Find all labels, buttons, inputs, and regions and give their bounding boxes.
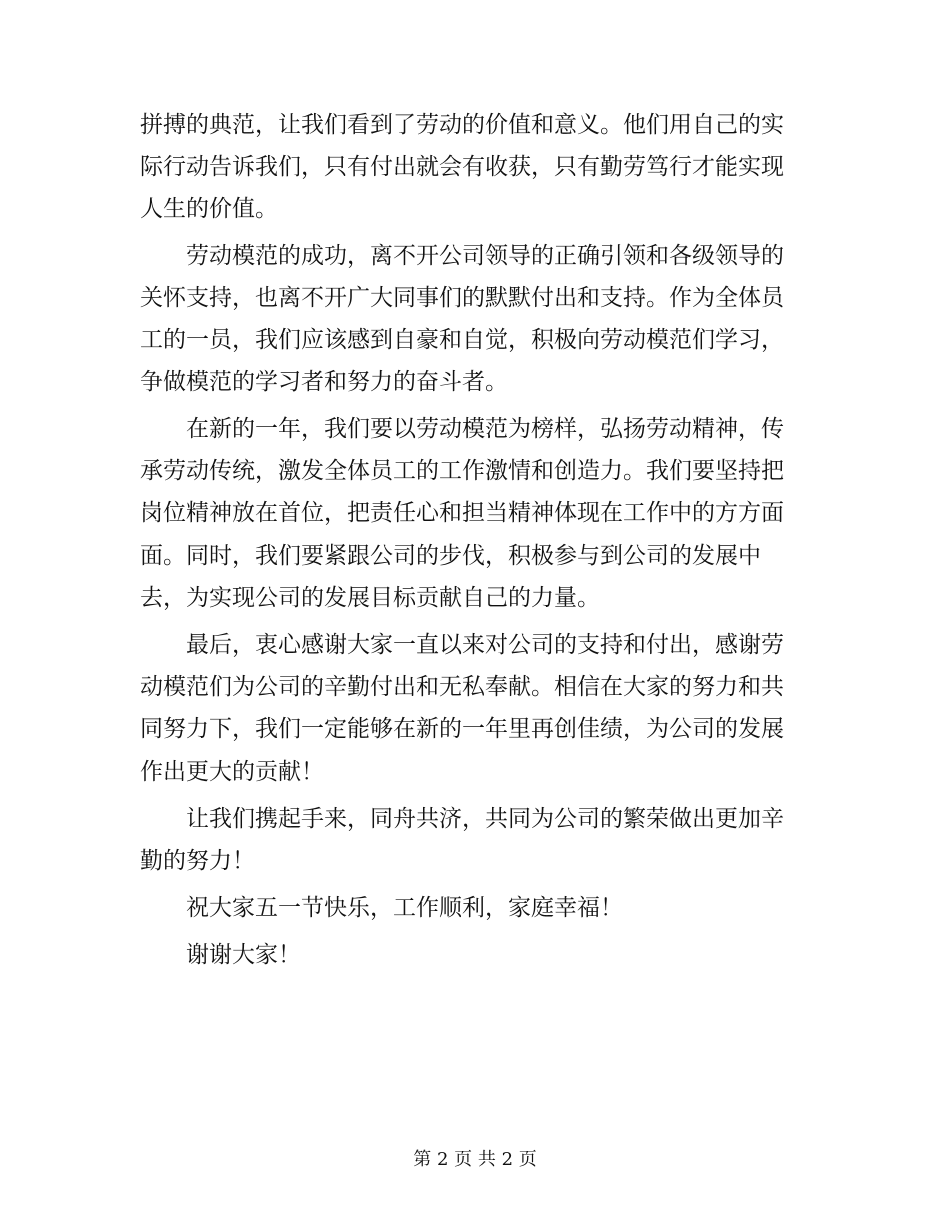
text-line: 拼搏的典范，让我们看到了劳动的价值和意义。他们用自己的实 bbox=[140, 112, 784, 138]
text-line: 动模范们为公司的辛勤付出和无私奉献。相信在大家的努力和共 bbox=[140, 674, 784, 700]
text-line: 关怀支持，也离不开广大同事们的默默付出和支持。作为全体员 bbox=[140, 285, 784, 311]
text-line: 际行动告诉我们，只有付出就会有收获，只有勤劳笃行才能实现 bbox=[140, 154, 784, 180]
text-line: 祝大家五一节快乐，工作顺利，家庭幸福！ bbox=[186, 895, 623, 921]
text-line: 谢谢大家！ bbox=[186, 942, 301, 968]
text-line: 工的一员，我们应该感到自豪和自觉，积极向劳动模范们学习， bbox=[140, 327, 784, 353]
text-line: 去，为实现公司的发展目标贡献自己的力量。 bbox=[140, 585, 600, 611]
text-line: 人生的价值。 bbox=[140, 196, 278, 222]
text-line: 岗位精神放在首位，把责任心和担当精神体现在工作中的方方面 bbox=[140, 500, 784, 526]
text-line: 勤的努力！ bbox=[140, 848, 255, 874]
text-line: 争做模范的学习者和努力的奋斗者。 bbox=[140, 369, 508, 395]
text-line: 作出更大的贡献！ bbox=[140, 759, 324, 785]
page-footer: 第 2 页 共 2 页 bbox=[413, 1149, 537, 1170]
text-line: 最后，衷心感谢大家一直以来对公司的支持和付出，感谢劳 bbox=[186, 632, 784, 658]
text-line: 承劳动传统，激发全体员工的工作激情和创造力。我们要坚持把 bbox=[140, 458, 784, 484]
text-line: 同努力下，我们一定能够在新的一年里再创佳绩，为公司的发展 bbox=[140, 716, 784, 742]
text-line: 劳动模范的成功，离不开公司领导的正确引领和各级领导的 bbox=[186, 243, 784, 269]
text-line: 面。同时，我们要紧跟公司的步伐，积极参与到公司的发展中 bbox=[140, 543, 761, 569]
text-line: 让我们携起手来，同舟共济，共同为公司的繁荣做出更加辛 bbox=[186, 806, 784, 832]
text-line: 在新的一年，我们要以劳动模范为榜样，弘扬劳动精神，传 bbox=[186, 416, 784, 442]
